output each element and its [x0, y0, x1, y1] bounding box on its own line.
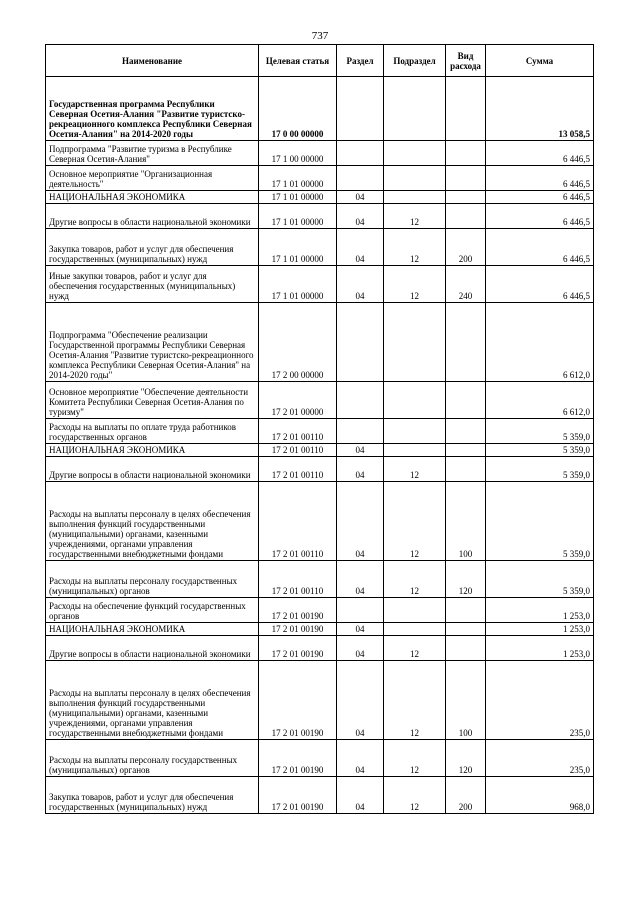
cell-article: 17 1 01 00000: [259, 166, 337, 191]
table-row: [46, 141, 594, 166]
cell-section: 04: [337, 740, 384, 777]
cell-article: 17 2 01 00110: [259, 419, 337, 444]
cell-subsection: [384, 419, 446, 444]
cell-expense-type: 100: [446, 661, 486, 740]
cell-name: Расходы на выплаты персоналу в целях обеспечения выполнения функций государственными (муниципальными) органами, казенными учреждениями, органами управления государственными внебюджетными фондами: [46, 482, 259, 561]
cell-amount: 1 253,0: [486, 598, 594, 623]
cell-expense-type: [446, 141, 486, 166]
cell-amount: 6 446,5: [486, 166, 594, 191]
cell-amount: 6 446,5: [486, 204, 594, 229]
cell-subsection: 12: [384, 561, 446, 598]
cell-amount: 5 359,0: [486, 444, 594, 457]
cell-subsection: 12: [384, 740, 446, 777]
cell-name: Закупка товаров, работ и услуг для обеспечения государственных (муниципальных) нужд: [46, 777, 259, 814]
cell-article: 17 2 01 00190: [259, 623, 337, 636]
cell-expense-type: [446, 598, 486, 623]
cell-article: 17 1 01 00000: [259, 266, 337, 303]
cell-expense-type: [446, 419, 486, 444]
cell-article: 17 1 01 00000: [259, 229, 337, 266]
cell-name: Основное мероприятие "Организационная деятельность": [46, 166, 259, 191]
cell-expense-type: 100: [446, 482, 486, 561]
cell-amount: 1 253,0: [486, 623, 594, 636]
cell-section: 04: [337, 191, 384, 204]
cell-expense-type: [446, 623, 486, 636]
table-body: [46, 77, 594, 814]
cell-expense-type: [446, 382, 486, 419]
cell-article: 17 2 01 00190: [259, 636, 337, 661]
cell-expense-type: 120: [446, 740, 486, 777]
cell-section: 04: [337, 623, 384, 636]
cell-subsection: [384, 382, 446, 419]
cell-name: Другие вопросы в области национальной экономики: [46, 636, 259, 661]
cell-amount: 1 253,0: [486, 636, 594, 661]
table-row: [46, 444, 594, 457]
cell-article: 17 1 00 00000: [259, 141, 337, 166]
table-row: [46, 303, 594, 382]
cell-name: Основное мероприятие "Обеспечение деятельности Комитета Республики Северная Осетия-Алания по туризму": [46, 382, 259, 419]
cell-expense-type: [446, 636, 486, 661]
cell-name: НАЦИОНАЛЬНАЯ ЭКОНОМИКА: [46, 623, 259, 636]
cell-section: 04: [337, 444, 384, 457]
cell-section: [337, 77, 384, 141]
cell-section: 04: [337, 457, 384, 482]
cell-expense-type: [446, 191, 486, 204]
cell-expense-type: [446, 77, 486, 141]
cell-article: 17 2 01 00190: [259, 661, 337, 740]
table-row: [46, 636, 594, 661]
cell-subsection: [384, 191, 446, 204]
header-amount: Сумма: [486, 45, 594, 77]
cell-section: [337, 303, 384, 382]
table-row: [46, 623, 594, 636]
cell-subsection: 12: [384, 636, 446, 661]
cell-amount: 5 359,0: [486, 419, 594, 444]
cell-subsection: 12: [384, 204, 446, 229]
header-section: Раздел: [337, 45, 384, 77]
cell-expense-type: [446, 444, 486, 457]
cell-amount: 235,0: [486, 740, 594, 777]
cell-section: 04: [337, 777, 384, 814]
cell-name: Государственная программа Республики Северная Осетия-Алания "Развитие туристско-рекреационного комплекса Республики Северная Осетия-Алания" на 2014-2020 годы: [46, 77, 259, 141]
cell-expense-type: 240: [446, 266, 486, 303]
table-row: [46, 598, 594, 623]
cell-section: 04: [337, 266, 384, 303]
cell-expense-type: 200: [446, 229, 486, 266]
cell-article: 17 1 01 00000: [259, 204, 337, 229]
cell-expense-type: [446, 166, 486, 191]
table-row: [46, 166, 594, 191]
cell-subsection: [384, 598, 446, 623]
cell-subsection: [384, 141, 446, 166]
cell-section: 04: [337, 229, 384, 266]
cell-subsection: 12: [384, 777, 446, 814]
cell-subsection: [384, 166, 446, 191]
table-row: [46, 777, 594, 814]
cell-expense-type: [446, 204, 486, 229]
cell-article: 17 2 01 00110: [259, 482, 337, 561]
cell-amount: 13 058,5: [486, 77, 594, 141]
cell-subsection: 12: [384, 229, 446, 266]
cell-amount: 6 612,0: [486, 382, 594, 419]
cell-name: НАЦИОНАЛЬНАЯ ЭКОНОМИКА: [46, 444, 259, 457]
cell-name: Закупка товаров, работ и услуг для обеспечения государственных (муниципальных) нужд: [46, 229, 259, 266]
cell-subsection: 12: [384, 457, 446, 482]
cell-section: [337, 166, 384, 191]
cell-article: 17 1 01 00000: [259, 191, 337, 204]
cell-name: Расходы на выплаты персоналу государственных (муниципальных) органов: [46, 561, 259, 598]
cell-article: 17 0 00 00000: [259, 77, 337, 141]
cell-name: Расходы на обеспечение функций государственных органов: [46, 598, 259, 623]
cell-name: Подпрограмма "Обеспечение реализации Государственной программы Республики Северная Осетия-Алания "Развитие туристско-рекреационного комплекса Республики Северная Осетия-Алания" на 2014-2020 годы": [46, 303, 259, 382]
cell-expense-type: [446, 303, 486, 382]
cell-expense-type: [446, 457, 486, 482]
table-row: [46, 191, 594, 204]
cell-article: 17 2 01 00190: [259, 777, 337, 814]
table-row: [46, 382, 594, 419]
cell-section: 04: [337, 204, 384, 229]
cell-amount: 6 446,5: [486, 266, 594, 303]
cell-article: 17 2 00 00000: [259, 303, 337, 382]
cell-name: НАЦИОНАЛЬНАЯ ЭКОНОМИКА: [46, 191, 259, 204]
table-row: [46, 229, 594, 266]
header-subsection: Подраздел: [384, 45, 446, 77]
cell-name: Подпрограмма "Развитие туризма в Республике Северная Осетия-Алания": [46, 141, 259, 166]
cell-article: 17 2 01 00110: [259, 457, 337, 482]
cell-article: 17 2 01 00190: [259, 598, 337, 623]
header-expense-type: Вид расхода: [446, 45, 486, 77]
cell-subsection: 12: [384, 482, 446, 561]
cell-name: Другие вопросы в области национальной экономики: [46, 457, 259, 482]
cell-name: Другие вопросы в области национальной экономики: [46, 204, 259, 229]
cell-amount: 6 446,5: [486, 141, 594, 166]
table-row: [46, 77, 594, 141]
cell-name: Иные закупки товаров, работ и услуг для обеспечения государственных (муниципальных) нужд: [46, 266, 259, 303]
cell-expense-type: 120: [446, 561, 486, 598]
cell-name: Расходы на выплаты персоналу в целях обеспечения выполнения функций государственными (муниципальными) органами, казенными учреждениями, органами управления государственными внебюджетными фондами: [46, 661, 259, 740]
cell-section: [337, 419, 384, 444]
table-row: [46, 419, 594, 444]
cell-amount: 6 446,5: [486, 229, 594, 266]
header-name: Наименование: [46, 45, 259, 77]
cell-subsection: [384, 303, 446, 382]
cell-section: 04: [337, 561, 384, 598]
cell-amount: 6 446,5: [486, 191, 594, 204]
header-row: [46, 45, 594, 77]
cell-amount: 235,0: [486, 661, 594, 740]
cell-subsection: [384, 77, 446, 141]
cell-section: 04: [337, 482, 384, 561]
cell-article: 17 2 01 00110: [259, 561, 337, 598]
cell-subsection: [384, 623, 446, 636]
budget-table: [45, 44, 594, 814]
cell-section: 04: [337, 661, 384, 740]
cell-name: Расходы на выплаты персоналу государственных (муниципальных) органов: [46, 740, 259, 777]
cell-section: [337, 141, 384, 166]
header-article: Целевая статья: [259, 45, 337, 77]
cell-amount: 6 612,0: [486, 303, 594, 382]
cell-section: 04: [337, 636, 384, 661]
cell-subsection: 12: [384, 661, 446, 740]
page-number: 737: [311, 30, 329, 42]
cell-article: 17 2 01 00110: [259, 444, 337, 457]
cell-amount: 5 359,0: [486, 561, 594, 598]
cell-article: 17 2 01 00000: [259, 382, 337, 419]
table-row: [46, 266, 594, 303]
cell-subsection: 12: [384, 266, 446, 303]
cell-amount: 5 359,0: [486, 457, 594, 482]
cell-section: [337, 382, 384, 419]
cell-expense-type: 200: [446, 777, 486, 814]
cell-name: Расходы на выплаты по оплате труда работников государственных органов: [46, 419, 259, 444]
table-row: [46, 204, 594, 229]
cell-subsection: [384, 444, 446, 457]
table-row: [46, 740, 594, 777]
cell-amount: 968,0: [486, 777, 594, 814]
cell-section: [337, 598, 384, 623]
table-row: [46, 457, 594, 482]
cell-amount: 5 359,0: [486, 482, 594, 561]
table-row: [46, 482, 594, 561]
table-row: [46, 561, 594, 598]
cell-article: 17 2 01 00190: [259, 740, 337, 777]
table-row: [46, 661, 594, 740]
